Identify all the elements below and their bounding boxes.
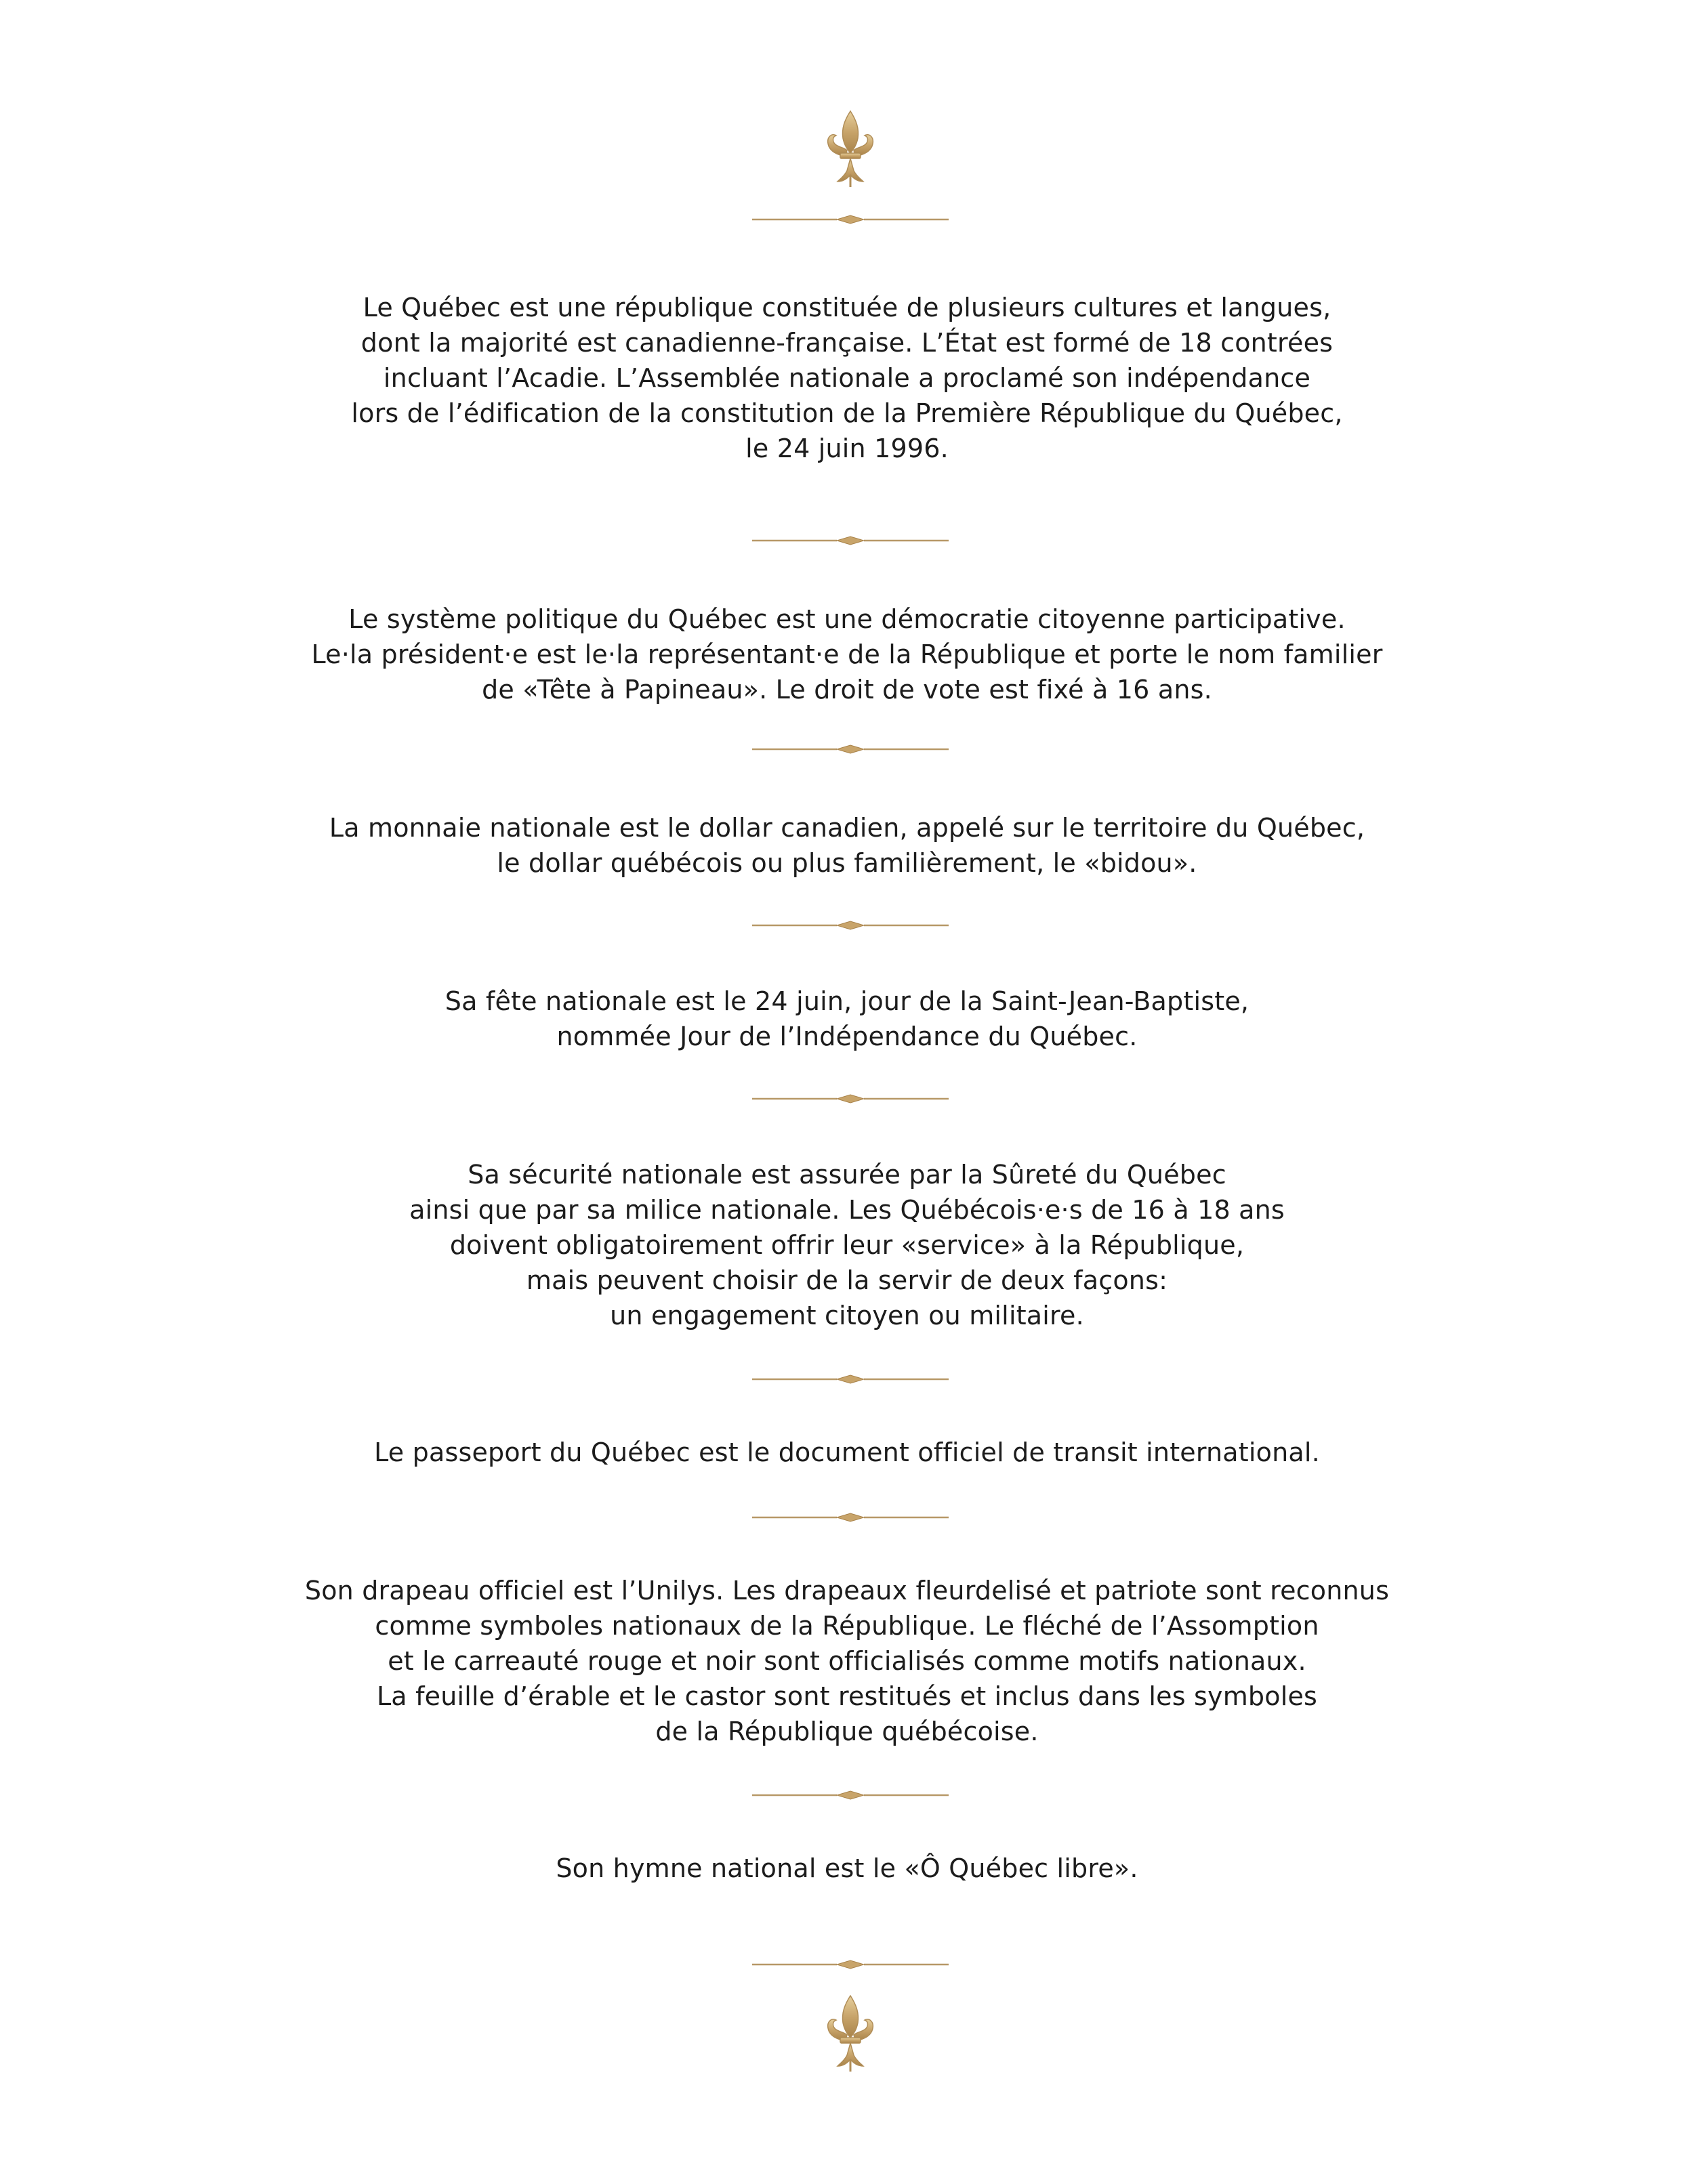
text-line: La monnaie nationale est le dollar canadien, appelé sur le territoire du Québec, <box>329 813 1365 843</box>
ornamental-divider <box>752 1512 949 1523</box>
text-line: La feuille d’érable et le castor sont restitués et inclus dans les symboles <box>376 1681 1318 1711</box>
text-line: un engagement citoyen ou militaire. <box>610 1301 1084 1330</box>
ornamental-divider <box>752 214 949 225</box>
paragraph-political-system <box>0 602 1694 707</box>
text-line: de «Tête à Papineau». Le droit de vote est fixé à 16 ans. <box>482 675 1212 705</box>
text-line: mais peuvent choisir de la servir de deux façons: <box>526 1265 1168 1295</box>
ornamental-divider <box>752 1959 949 1970</box>
text-line: le 24 juin 1996. <box>745 434 949 463</box>
text-line: Le passeport du Québec est le document officiel de transit international. <box>374 1437 1320 1467</box>
text-line: Son drapeau officiel est l’Unilys. Les drapeaux fleurdelisé et patriote sont reconnus <box>304 1576 1390 1605</box>
text-line: Sa sécurité nationale est assurée par la Sûreté du Québec <box>468 1160 1226 1190</box>
paragraph-national-security <box>0 1157 1694 1333</box>
paragraph-currency <box>0 810 1694 881</box>
text-line: doivent obligatoirement offrir leur «service» à la République, <box>449 1230 1245 1260</box>
text-line: incluant l’Acadie. L’Assemblée nationale a proclamé son indépendance <box>383 363 1311 393</box>
ornamental-divider <box>752 1790 949 1801</box>
fleur-de-lis-icon <box>820 1993 881 2074</box>
text-line: le dollar québécois ou plus familièrement, le «bidou». <box>497 848 1197 878</box>
paragraph-flag-symbols <box>0 1573 1694 1749</box>
text-line: ainsi que par sa milice nationale. Les Québécois·e·s de 16 à 18 ans <box>409 1195 1285 1225</box>
fleur-de-lis-icon <box>820 108 881 190</box>
ornamental-divider <box>752 1093 949 1104</box>
ornamental-divider <box>752 744 949 755</box>
paragraph-national-holiday <box>0 984 1694 1054</box>
text-line: Le système politique du Québec est une démocratie citoyenne participative. <box>348 604 1346 634</box>
text-line: Sa fête nationale est le 24 juin, jour de la Saint-Jean-Baptiste, <box>445 986 1249 1016</box>
text-line: dont la majorité est canadienne-française. L’État est formé de 18 contrées <box>360 328 1334 358</box>
text-line: Le Québec est une république constituée de plusieurs cultures et langues, <box>363 293 1331 322</box>
ornamental-divider <box>752 535 949 546</box>
text-line: comme symboles nationaux de la République. Le fléché de l’Assomption <box>375 1611 1319 1641</box>
text-line: Le·la président·e est le·la représentant·e de la République et porte le nom familier <box>311 639 1383 669</box>
paragraph-national-anthem <box>0 1851 1694 1886</box>
text-line: et le carreauté rouge et noir sont officialisés comme motifs nationaux. <box>388 1646 1306 1676</box>
text-line: lors de l’édification de la constitution de la Première République du Québec, <box>351 398 1343 428</box>
paragraph-republic <box>0 290 1694 466</box>
paragraph-passport <box>0 1435 1694 1470</box>
text-line: nommée Jour de l’Indépendance du Québec. <box>556 1022 1138 1051</box>
ornamental-divider <box>752 920 949 931</box>
text-line: de la République québécoise. <box>655 1717 1039 1746</box>
ornamental-divider <box>752 1374 949 1385</box>
text-line: Son hymne national est le «Ô Québec libre». <box>556 1853 1138 1883</box>
